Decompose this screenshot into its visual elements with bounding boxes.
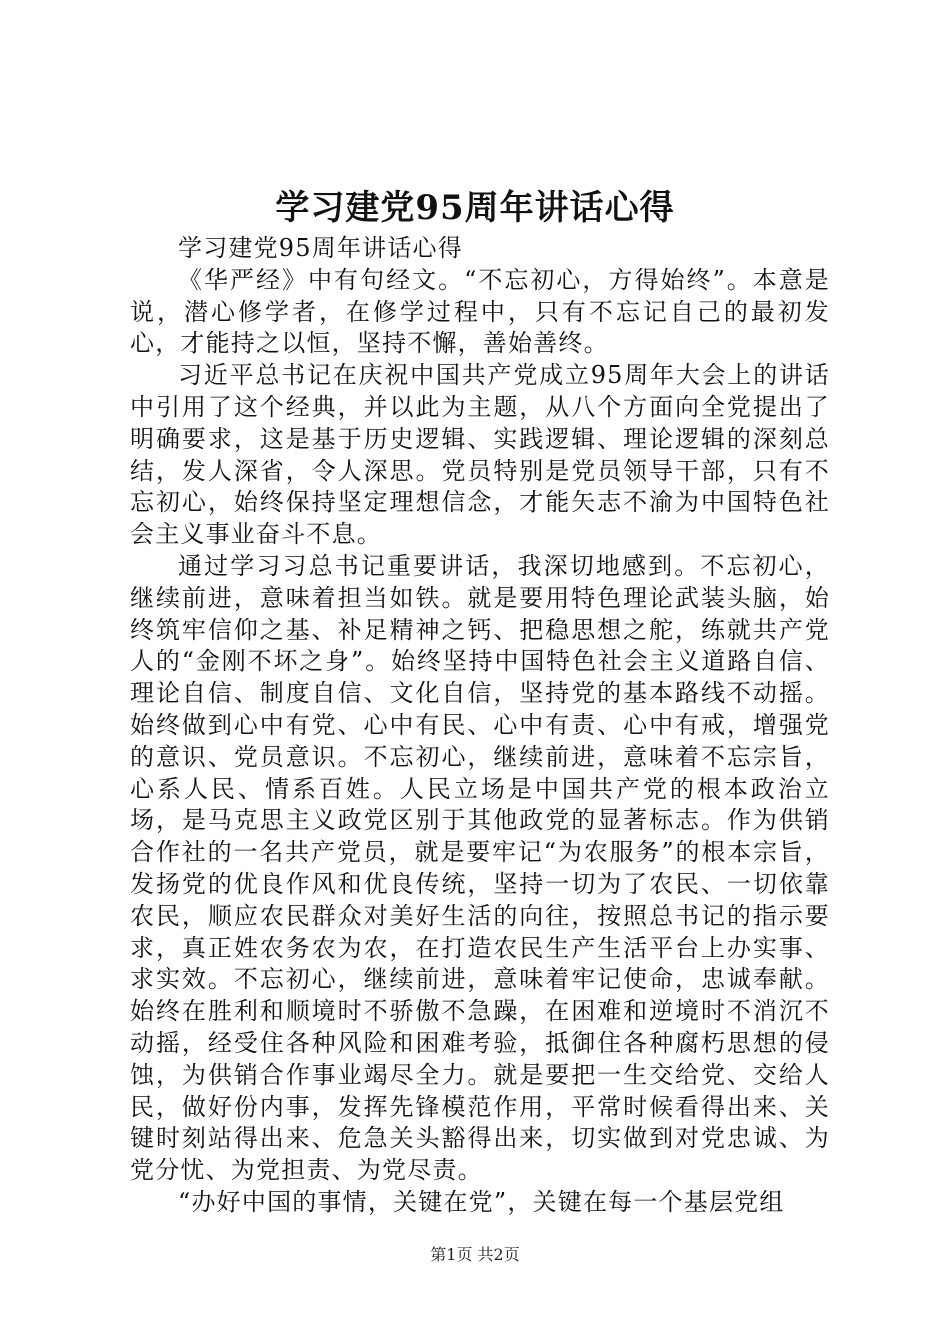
document-title: 学习建党95周年讲话心得 (275, 188, 675, 228)
paragraph-speech-summary: 习近平总书记在庆祝中国共产党成立95周年大会上的讲话中引用了这个经典，并以此为主题，从八个方面向全党提出了明确要求，这是基于历史逻辑、实践逻辑、理论逻辑的深刻总结，发人深省，令人深思。党员特别是党员领导干部，只有不忘初心，始终保持坚定理想信念，才能矢志不渝为中国特色社会主义事业奋斗不息。 (130, 361, 830, 549)
paragraph-party-key: “办好中国的事情，关键在党”，关键在每一个基层党组 (178, 1187, 785, 1216)
document-body (130, 233, 830, 1219)
page-footer: 第1页 共2页 (430, 1245, 520, 1264)
paragraph-reflections: 通过学习习总书记重要讲话，我深切地感到。不忘初心，继续前进，意味着担当如铁。就是要用特色理论武装头脑，始终筑牢信仰之基、补足精神之钙、把稳思想之舵，练就共产党人的“金刚不坏之身”。始终坚持中国特色社会主义道路自信、理论自信、制度自信、文化自信，坚持党的基本路线不动摇。始终做到心中有党、心中有民、心中有责、心中有戒，增强党的意识、党员意识。不忘初心，继续前进，意味着不忘宗旨，心系人民、情系百姓。人民立场是中国共产党的根本政治立场，是马克思主义政党区别于其他政党的显著标志。作为供销合作社的一名共产党员，就是要牢记“为农服务”的根本宗旨，发扬党的优良作风和优良传统，坚持一切为了农民、一切依靠农民，顺应农民群众对美好生活的向往，按照总书记的指示要求，真正姓农务农为农，在打造农民生产生活平台上办实事、求实效。不忘初心，继续前进，意味着牢记使命，忠诚奉献。始终在胜利和顺境时不骄傲不急躁，在困难和逆境时不消沉不动摇，经受住各种风险和困难考验，抵御住各种腐朽思想的侵蚀，为供销合作事业竭尽全力。就是要把一生交给党、交给人民，做好份内事，发挥先锋模范作用，平常时候看得出来、关键时刻站得出来、危急关头豁得出来，切实做到对党忠诚、为党分忧、为党担责、为党尽责。 (130, 551, 830, 1185)
paragraph-subtitle: 学习建党95周年讲话心得 (178, 234, 463, 262)
paragraph-huayan-sutra: 《华严经》中有句经文。“不忘初心，方得始终”。本意是说，潜心修学者，在修学过程中，只有不忘记自己的最初发心，才能持之以恒，坚持不懈，善始善终。 (130, 265, 830, 358)
